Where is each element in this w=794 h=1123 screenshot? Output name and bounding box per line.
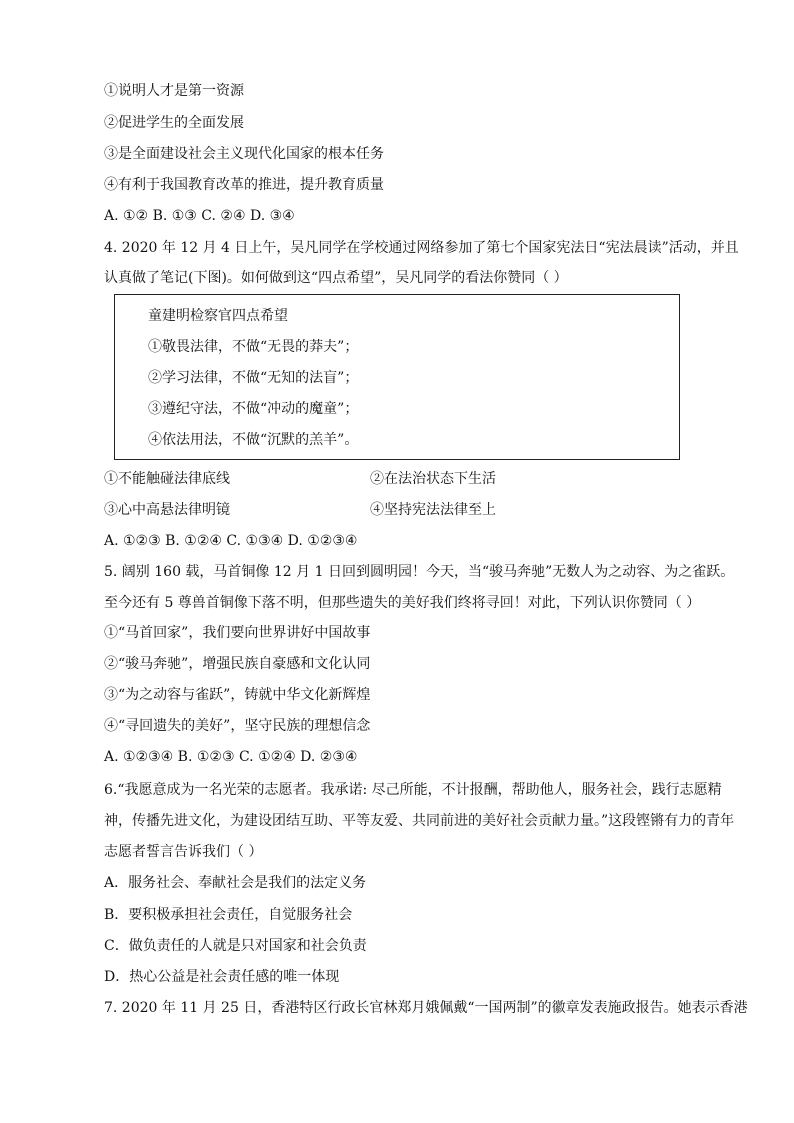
- q5-item-4: ④“寻回遗失的美好”，坚守民族的理想信念: [104, 718, 371, 734]
- q3-item-3: ③是全面建设社会主义现代化国家的根本任务: [104, 146, 384, 162]
- q6-stem-line1: 6.“我愿意成为一名光荣的志愿者。我承诺: 尽己所能，不计报酬，帮助他人，服务社会，践行志愿精: [104, 782, 722, 798]
- q6-choice-c: C．做负责任的人就是只对国家和社会负责: [104, 938, 367, 954]
- q4-option-2: ②在法治状态下生活: [370, 471, 496, 487]
- q5-stem-line1: 5. 阔别 160 载，马首铜像 12 月 1 日回到圆明园！今天，当“骏马奔驰”无数人为之动容、为之雀跃。: [104, 564, 735, 580]
- q7-stem-line1: 7. 2020 年 11 月 25 日，香港特区行政长官林郑月娥佩戴“一国两制”的徽章发表施政报告。她表示香港: [104, 1000, 748, 1016]
- q4-stem-line1: 4. 2020 年 12 月 4 日上午，吴凡同学在学校通过网络参加了第七个国家宪法日“宪法晨读”活动，并且: [104, 240, 739, 256]
- notes-item-4: ④依法用法，不做“沉默的羔羊”。: [148, 432, 359, 448]
- notes-title: 童建明检察官四点希望: [148, 308, 288, 324]
- q5-stem-line2: 至今还有 5 尊兽首铜像下落不明，但那些遗失的美好我们终将寻回！对此，下列认识你赞同（ ）: [104, 595, 701, 611]
- q5-item-1: ①“马首回家”，我们要向世界讲好中国故事: [104, 625, 371, 641]
- notes-item-1: ①敬畏法律，不做“无畏的莽夫”；: [148, 339, 359, 355]
- q6-stem-line3: 志愿者誓言告诉我们（ ）: [104, 844, 263, 860]
- q3-item-4: ④有利于我国教育改革的推进，提升教育质量: [104, 177, 384, 193]
- q4-option-1: ①不能触碰法律底线: [104, 471, 230, 487]
- q4-stem-line2: 认真做了笔记(下图)。如何做到这“四点希望”，吴凡同学的看法你赞同（ ）: [104, 270, 568, 286]
- q5-item-2: ②“骏马奔驰”，增强民族自豪感和文化认同: [104, 656, 371, 672]
- q5-choices: A. ①②③④ B. ①②③ C. ①②④ D. ②③④: [104, 749, 358, 765]
- q4-option-3: ③心中高悬法律明镜: [104, 502, 230, 518]
- q4-notes-box: [114, 294, 680, 460]
- q4-choices: A. ①②③ B. ①②④ C. ①③④ D. ①②③④: [104, 533, 358, 549]
- q5-item-3: ③“为之动容与雀跃”，铸就中华文化新辉煌: [104, 687, 371, 703]
- q3-item-1: ①说明人才是第一资源: [104, 83, 244, 99]
- q6-stem-line2: 神，传播先进文化，为建设团结互助、平等友爱、共同前进的美好社会贡献力量。”这段铿锵有力的青年: [104, 813, 735, 829]
- q4-option-4: ④坚持宪法法律至上: [370, 502, 496, 518]
- notes-item-2: ②学习法律，不做“无知的法盲”；: [148, 370, 359, 386]
- notes-item-3: ③遵纪守法，不做“冲动的魔童”；: [148, 401, 359, 417]
- q3-item-2: ②促进学生的全面发展: [104, 115, 244, 131]
- q6-choice-d: D．热心公益是社会责任感的唯一体现: [104, 969, 340, 985]
- q6-choice-b: B．要积极承担社会责任，自觉服务社会: [104, 907, 353, 923]
- q6-choice-a: A．服务社会、奉献社会是我们的法定义务: [104, 875, 367, 891]
- q3-choices: A. ①② B. ①③ C. ②④ D. ③④: [104, 208, 295, 224]
